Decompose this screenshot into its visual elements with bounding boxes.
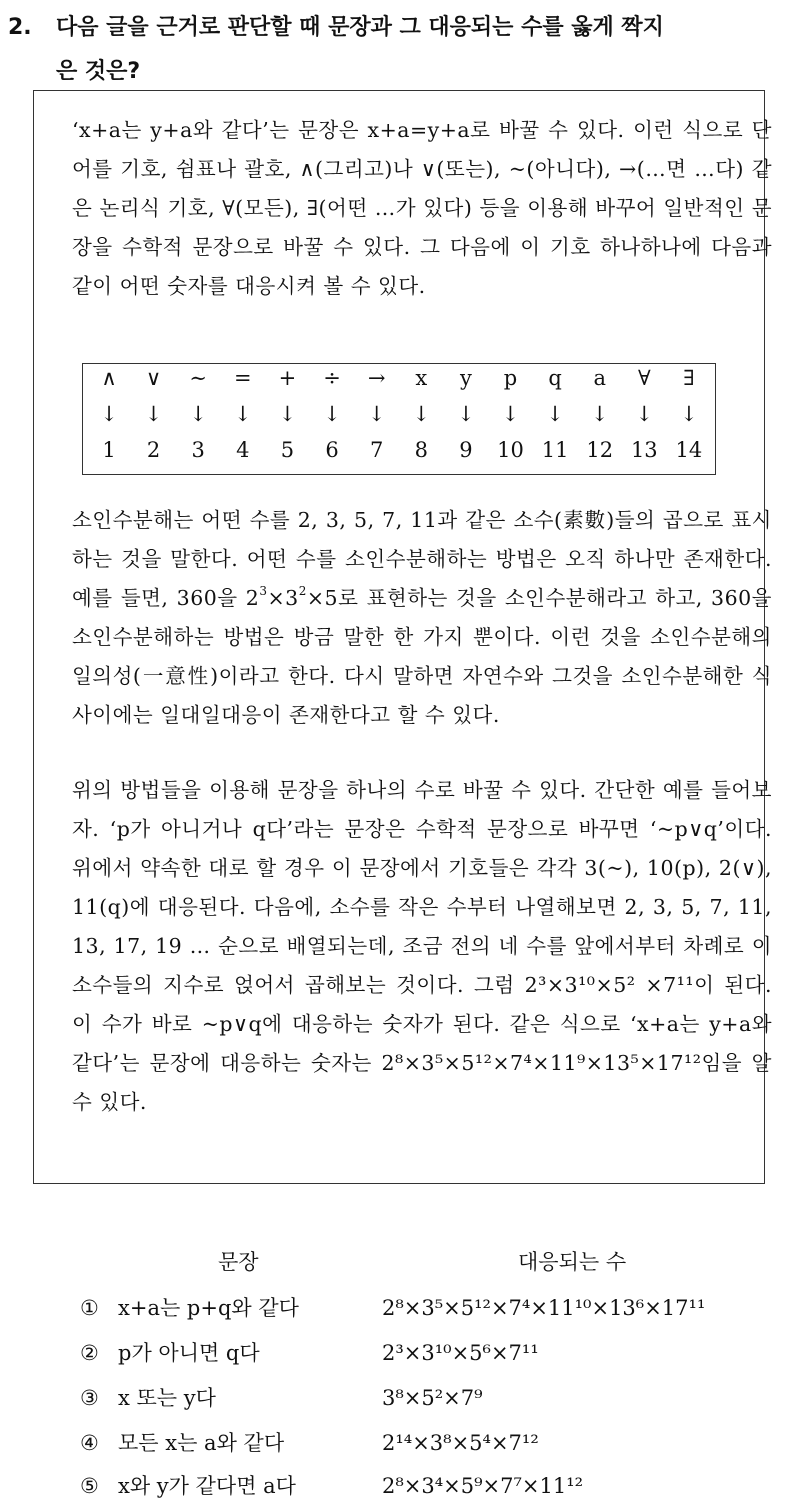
option-5[interactable] bbox=[80, 1466, 790, 1506]
question-line-2: 은 것은? bbox=[56, 59, 141, 84]
down-arrow-icon: ↓ bbox=[234, 402, 252, 426]
option-2[interactable] bbox=[80, 1333, 790, 1373]
option-sentence: x와 y가 같다면 a다 bbox=[118, 1474, 296, 1498]
number-cell: 1 bbox=[102, 438, 116, 462]
down-arrow-icon: ↓ bbox=[100, 402, 118, 426]
down-arrow-icon: ↓ bbox=[278, 402, 297, 426]
p3-product-1: 2³×3¹⁰×5² ×7¹¹ bbox=[524, 973, 695, 997]
number-cell: 10 bbox=[497, 438, 524, 462]
symbol-cell: → bbox=[367, 366, 386, 390]
question-text bbox=[56, 6, 798, 94]
arrow-row bbox=[87, 402, 711, 436]
number-cell: 6 bbox=[325, 438, 339, 462]
option-sentence: x+a는 p+q와 같다 bbox=[118, 1296, 299, 1320]
symbol-number-table bbox=[82, 363, 716, 475]
option-mark: ③ bbox=[80, 1386, 99, 1410]
symbol-cell: y bbox=[459, 366, 472, 390]
question-line-1: 다음 글을 근거로 판단할 때 문장과 그 대응되는 수를 옳게 짝지 bbox=[56, 15, 664, 40]
option-number: 2¹⁴×3⁸×5⁴×7¹² bbox=[382, 1431, 539, 1455]
symbol-cell: ∼ bbox=[189, 366, 208, 390]
option-mark: ⑤ bbox=[80, 1474, 99, 1498]
symbol-cell: ∨ bbox=[145, 366, 162, 390]
options-header-number: 대응되는 수 bbox=[518, 1250, 627, 1274]
number-cell: 13 bbox=[630, 438, 658, 462]
p2-text-a: 소인수분해는 어떤 수를 2, 3, 5, 7, 11과 같은 소수(素數)들의 곱으로 표시하는 것을 말한다. 어떤 수를 소인수분해하는 방법은 오직 하나만 존재한다. 예를 들면, 360을 2 bbox=[72, 508, 772, 610]
symbol-cell: ∧ bbox=[101, 366, 117, 390]
symbol-cell: q bbox=[548, 366, 562, 390]
number-cell: 5 bbox=[280, 438, 295, 462]
number-cell: 9 bbox=[459, 438, 473, 462]
p2-text-b: ×3 bbox=[267, 586, 299, 610]
option-3[interactable] bbox=[80, 1378, 790, 1418]
number-cell: 8 bbox=[414, 438, 428, 462]
down-arrow-icon: ↓ bbox=[590, 402, 609, 426]
option-number: 2³×3¹⁰×5⁶×7¹¹ bbox=[382, 1341, 539, 1365]
down-arrow-icon: ↓ bbox=[412, 402, 431, 426]
p3-product-2: 2⁸×3⁵×5¹²×7⁴×11⁹×13⁵×17¹² bbox=[381, 1051, 702, 1075]
number-cell: 4 bbox=[236, 438, 250, 462]
symbol-cell: ∃ bbox=[683, 366, 695, 390]
symbol-cell: p bbox=[503, 366, 518, 390]
question-number: 2. bbox=[8, 15, 32, 40]
p3-text-b: 이 된다. 이 수가 바로 ~p∨q에 대응하는 숫자가 된다. 같은 식으로 ‘x+a는 y+a와 같다’는 문장에 대응하는 숫자는 bbox=[72, 973, 772, 1075]
number-cell: 12 bbox=[586, 438, 614, 462]
option-number: 2⁸×3⁵×5¹²×7⁴×11¹⁰×13⁶×17¹¹ bbox=[382, 1296, 706, 1320]
p2-text-c: ×5로 표현하는 것을 소인수분해라고 하고, 360을 소인수분해하는 방법은 방금 말한 한 가지 뿐이다. 이런 것을 소인수분해의 일의성(一意性)이라고 한다. 다시 말하면 자연수와 그것을 소인수분해한 식 사이에는 일대일대응이 존재한다고 할 수 있다. bbox=[72, 586, 772, 727]
option-number: 2⁸×3⁴×5⁹×7⁷×11¹² bbox=[382, 1474, 584, 1498]
passage-paragraph-3 bbox=[50, 771, 772, 1122]
symbol-row bbox=[87, 366, 711, 400]
number-cell: 7 bbox=[369, 438, 384, 462]
down-arrow-icon: ↓ bbox=[680, 402, 698, 426]
passage-box bbox=[33, 90, 772, 1184]
number-row bbox=[87, 438, 711, 472]
p3-text-c: 임을 알 수 있다. bbox=[72, 1051, 772, 1114]
passage-paragraph-2 bbox=[50, 501, 772, 735]
question-header bbox=[8, 6, 798, 94]
passage-paragraph-1: ‘x+a는 y+a와 같다’는 문장은 x+a=y+a로 바꿀 수 있다. 이런 식으로 단어를 기호, 쉼표나 괄호, ∧(그리고)나 ∨(또는), ~(아니다), →(…면 …다) 같은 논리식 기호, ∀(모든), ∃(어떤 …가 있다) 등을 이용해 바꾸어 일반적인 문장을 수학적 문장으로 바꿀 수 있다. 그 다음에 이 기호 하나하나에 다음과 같이 어떤 숫자를 대응시켜 볼 수 있다. bbox=[72, 118, 772, 298]
option-1[interactable] bbox=[80, 1288, 790, 1328]
symbol-cell: ∀ bbox=[637, 366, 651, 390]
down-arrow-icon: ↓ bbox=[635, 402, 654, 426]
option-sentence: x 또는 y다 bbox=[118, 1386, 216, 1410]
number-cell: 14 bbox=[675, 438, 703, 462]
down-arrow-icon: ↓ bbox=[189, 402, 208, 426]
down-arrow-icon: ↓ bbox=[501, 402, 520, 426]
symbol-cell: ÷ bbox=[323, 366, 341, 390]
number-cell: 2 bbox=[146, 438, 161, 462]
symbol-cell: = bbox=[234, 366, 252, 390]
p3-text-a: 위의 방법들을 이용해 문장을 하나의 수로 바꿀 수 있다. 간단한 예를 들어보자. ‘p가 아니거나 q다’라는 문장은 수학적 문장으로 바꾸면 ‘~p∨q’이다. 위에서 약속한 대로 할 경우 이 문장에서 기호들은 각각 3(~), 10(p), 2(∨), 11(q)에 대응된다. 다음에, 소수를 작은 수부터 나열해보면 2, 3, 5, 7, 11, 13, 17, 19 … 순으로 배열되는데, 조금 전의 네 수를 앞에서부터 차례로 이 소수들의 지수로 얹어서 곱해보는 것이다. 그럼 bbox=[72, 778, 772, 997]
down-arrow-icon: ↓ bbox=[546, 402, 564, 426]
p2-exponent-2: 2 bbox=[298, 584, 307, 598]
symbol-cell: + bbox=[278, 366, 297, 390]
number-cell: 3 bbox=[191, 438, 205, 462]
option-mark: ② bbox=[80, 1341, 99, 1365]
option-mark: ① bbox=[80, 1296, 99, 1320]
down-arrow-icon: ↓ bbox=[457, 402, 475, 426]
option-mark: ④ bbox=[80, 1431, 99, 1455]
down-arrow-icon: ↓ bbox=[144, 402, 163, 426]
option-sentence: 모든 x는 a와 같다 bbox=[118, 1431, 285, 1455]
option-number: 3⁸×5²×7⁹ bbox=[382, 1386, 483, 1410]
symbol-cell: a bbox=[593, 366, 606, 390]
options-header-sentence: 문장 bbox=[218, 1250, 259, 1274]
symbol-cell: x bbox=[415, 366, 428, 390]
down-arrow-icon: ↓ bbox=[323, 402, 341, 426]
down-arrow-icon: ↓ bbox=[367, 402, 386, 426]
option-4[interactable] bbox=[80, 1423, 790, 1463]
p2-exponent-1: 3 bbox=[259, 584, 268, 598]
number-cell: 11 bbox=[541, 438, 569, 462]
option-sentence: p가 아니면 q다 bbox=[118, 1341, 260, 1365]
